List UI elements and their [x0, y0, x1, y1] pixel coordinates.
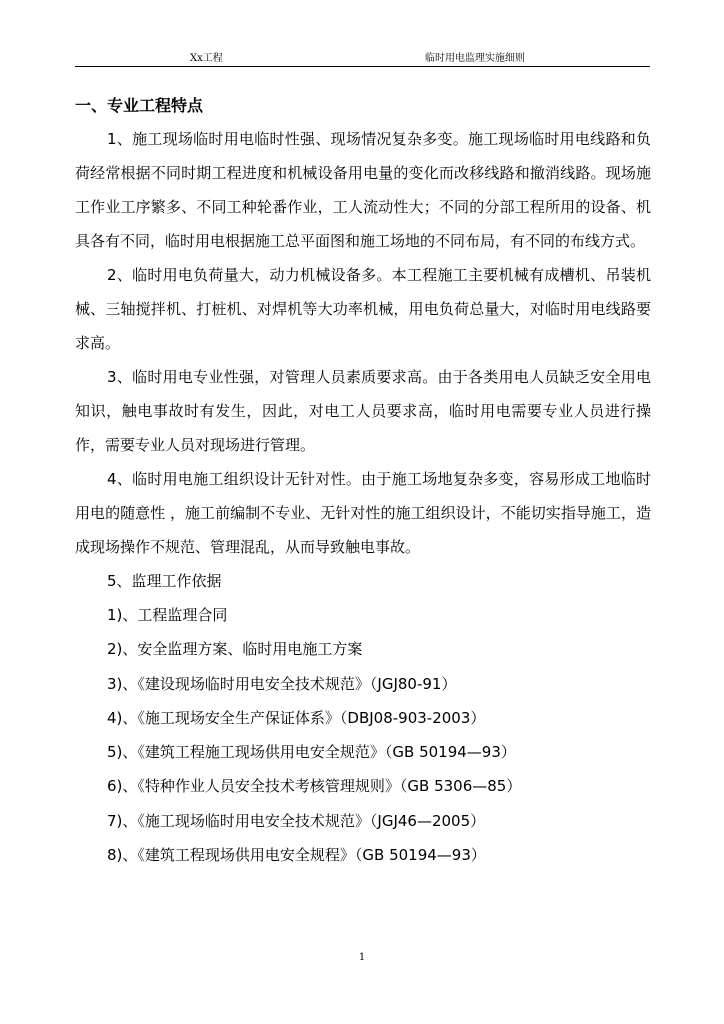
paragraph-2: 2、临时用电负荷量大，动力机械设备多。本工程施工主要机械有成槽机、吊装机械、三轴搅拌机、打桩机、对焊机等大功率机械，用电负荷总量大，对临时用电线路要求高。	[75, 266, 651, 352]
section-title: 一、专业工程特点	[75, 96, 204, 115]
basis-item-6: 6)、《特种作业人员安全技术考核管理规则》（GB 5306—85）	[107, 777, 522, 796]
paragraph-3: 3、临时用电专业性强，对管理人员素质要求高。由于各类用电人员缺乏安全用电知识，触电事故时有发生，因此，对电工人员要求高，临时用电需要专业人员进行操作，需要专业人员对现场进行管理。	[75, 368, 651, 454]
basis-item-5: 5)、《建筑工程施工现场供用电安全规范》（GB 50194—93）	[107, 743, 516, 762]
basis-item-2: 2)、安全监理方案、临时用电施工方案	[107, 640, 363, 659]
basis-item-1: 1)、工程监理合同	[107, 606, 228, 624]
basis-item-3: 3)、《建设现场临时用电安全技术规范》（JGJ80-91）	[107, 674, 457, 693]
header-document-title: 临时用电监理实施细则	[425, 53, 525, 64]
basis-item-8: 8)、《建筑工程现场供用电安全规程》（GB 50194—93）	[107, 846, 486, 865]
basis-item-4: 4)、《施工现场安全生产保证体系》（DBJ08-903-2003）	[107, 708, 486, 727]
document-body	[75, 90, 651, 872]
basis-list	[75, 598, 651, 872]
basis-title: 5、监理工作依据	[107, 572, 222, 590]
header-project-name: Xx工程	[190, 53, 223, 64]
basis-item-7: 7)、《施工现场临时用电安全技术规范》（JGJ46—2005）	[107, 811, 486, 830]
page-number: 1	[358, 952, 366, 963]
paragraph-1: 1、施工现场临时用电临时性强、现场情况复杂多变。施工现场临时用电线路和负荷经常根据不同时期工程进度和机械设备用电量的变化而改移线路和撤消线路。现场施工作业工序繁多、不同工种轮番作业，工人流动性大；不同的分部工程所用的设备、机具各有不同，临时用电根据施工总平面图和施工场地的不同布局，有不同的布线方式。	[75, 130, 651, 250]
paragraph-4: 4、临时用电施工组织设计无针对性。由于施工场地复杂多变，容易形成工地临时用电的随意性 ，施工前编制不专业、无针对性的施工组织设计，不能切实指导施工，造成现场操作不规范、管理混乱，从而导致触电事故。	[75, 470, 651, 556]
page-header	[75, 52, 650, 67]
